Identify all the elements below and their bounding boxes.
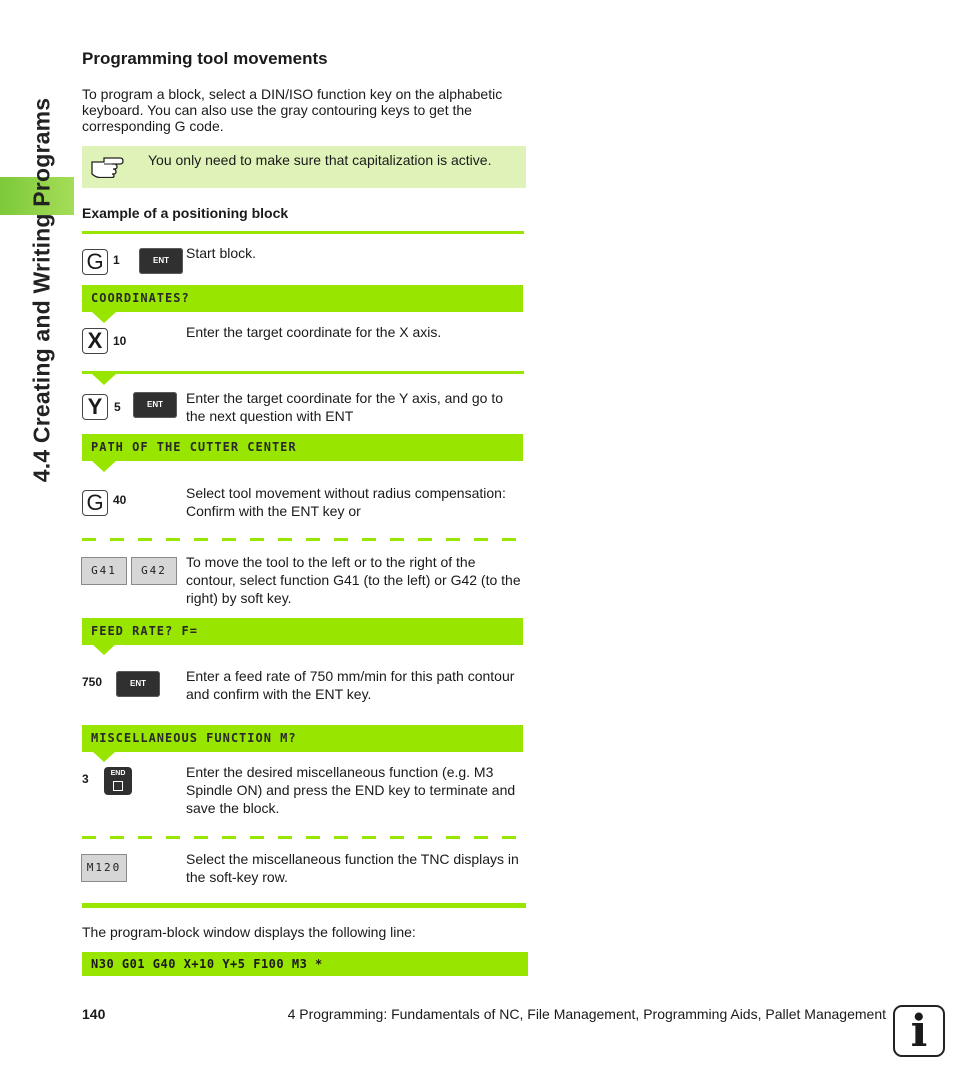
step-description: Start block.	[186, 245, 257, 261]
page-number: 140	[82, 1006, 106, 1022]
prompt-arrow-icon	[92, 644, 116, 655]
example-title: Example of a positioning block	[82, 205, 289, 221]
end-square-icon	[113, 781, 123, 791]
step-description: To move the tool to the left or to the right of the contour, select function G41 (to the left) or G42 (to the right) by soft key.	[186, 554, 521, 606]
note-text: You only need to make sure that capitalization is active.	[148, 152, 492, 168]
feed-value: 750	[82, 675, 103, 689]
step-description: Enter the desired miscellaneous function (e.g. M3 Spindle ON) and press the END key to terminate and save the block.	[186, 764, 516, 816]
dashed-divider	[82, 836, 524, 839]
note-box	[82, 146, 526, 188]
intro-paragraph: To program a block, select a DIN/ISO function key on the alphabetic keyboard. You can also use the gray contouring keys to get the corresponding G code.	[82, 86, 503, 134]
g-key[interactable]: G	[82, 490, 108, 516]
prompt-text: MISCELLANEOUS FUNCTION M?	[91, 731, 297, 745]
step-description: Enter the target coordinate for the X axis.	[186, 324, 442, 340]
g-key[interactable]: G	[82, 249, 108, 275]
ent-key[interactable]: ENT	[133, 392, 177, 418]
footer-chapter: 4 Programming: Fundamentals of NC, File Management, Programming Aids, Pallet Management	[287, 1006, 886, 1022]
step-description: Enter a feed rate of 750 mm/min for this path contour and confirm with the ENT key.	[186, 668, 515, 702]
dialog-prompt	[82, 618, 523, 645]
section-title: Programming tool movements	[82, 49, 328, 68]
dialog-prompt	[82, 725, 523, 752]
prompt-text: COORDINATES?	[91, 291, 190, 305]
prompt-arrow-icon	[92, 751, 116, 762]
prompt-arrow-icon	[92, 374, 116, 385]
prompt-arrow-icon	[92, 312, 116, 323]
dialog-prompt	[82, 434, 523, 461]
divider	[82, 231, 524, 234]
prompt-text: FEED RATE? F=	[91, 624, 198, 638]
m-function-value: 3	[82, 772, 89, 786]
ent-key[interactable]: ENT	[116, 671, 160, 697]
info-icon	[893, 1005, 945, 1057]
block-number: 1	[113, 253, 120, 267]
chapter-title-text: 4.4 Creating and Writing Programs	[28, 97, 55, 483]
end-key[interactable]	[104, 767, 132, 795]
divider	[82, 903, 526, 908]
y-key[interactable]: Y	[82, 394, 108, 420]
step-description: Select the miscellaneous function the TNC displays in the soft-key row.	[186, 851, 519, 885]
prompt-text: PATH OF THE CUTTER CENTER	[91, 440, 297, 454]
info-icon-glyph: i	[910, 1006, 928, 1057]
divider	[82, 371, 524, 374]
softkey-m120[interactable]: M120	[81, 854, 127, 882]
program-block-text: N30 G01 G40 X+10 Y+5 F100 M3 *	[91, 957, 323, 971]
dashed-divider	[82, 538, 524, 541]
softkey-g42[interactable]: G42	[131, 557, 177, 585]
function-value: 40	[113, 493, 127, 507]
step-description: Enter the target coordinate for the Y axis, and go to the next question with ENT	[186, 390, 504, 424]
pointing-hand-icon	[90, 154, 124, 178]
program-block-line	[82, 952, 528, 976]
ent-key[interactable]: ENT	[139, 248, 183, 274]
prompt-arrow-icon	[92, 461, 116, 472]
result-intro: The program-block window displays the following line:	[82, 924, 416, 940]
end-key-label: END	[110, 770, 126, 777]
coordinate-value: 10	[113, 334, 127, 348]
coordinate-value: 5	[114, 400, 121, 414]
step-description: Select tool movement without radius compensation: Confirm with the ENT key or	[186, 485, 506, 519]
x-key[interactable]: X	[82, 328, 108, 354]
softkey-g41[interactable]: G41	[81, 557, 127, 585]
dialog-prompt	[82, 285, 523, 312]
